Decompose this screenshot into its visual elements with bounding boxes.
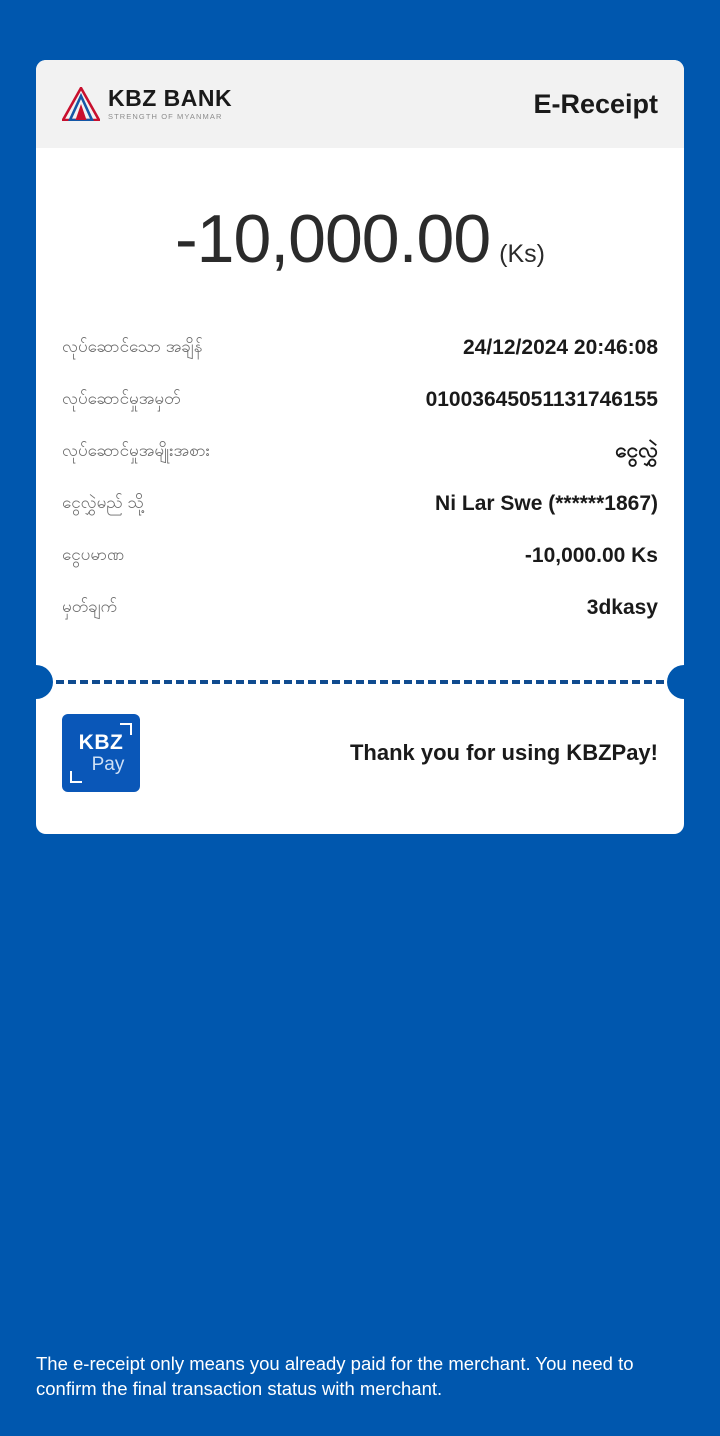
amount-line	[175, 200, 545, 278]
detail-label: လုပ်ဆောင်မှုအမှတ်	[62, 388, 181, 408]
receipt-header	[36, 60, 684, 148]
detail-row-note	[62, 582, 658, 634]
receipt-footer	[36, 710, 684, 834]
kbzpay-logo-icon	[62, 714, 140, 792]
thank-you-message: Thank you for using KBZPay!	[349, 740, 658, 765]
detail-label: ငွေပမာဏ	[62, 544, 125, 564]
detail-row-time	[62, 322, 658, 374]
detail-value: -10,000.00 Ks	[524, 544, 658, 567]
kbz-bank-logo	[62, 87, 232, 121]
amount-currency: (Ks)	[499, 240, 545, 268]
detail-value: 01003645051131746155	[425, 388, 658, 411]
perforation-dashed-line	[56, 680, 664, 684]
perforation-notch-right	[667, 665, 684, 699]
perforation-divider	[36, 654, 684, 710]
perforation-notch-left	[36, 665, 53, 699]
corner-bracket-top-right-icon	[120, 723, 132, 735]
detail-row-transaction-type	[62, 426, 658, 478]
transaction-details	[36, 322, 684, 634]
detail-value: Ni Lar Swe (******1867)	[435, 492, 658, 515]
kbz-triangle-icon	[62, 87, 100, 121]
detail-label: မှတ်ချက်	[62, 596, 118, 616]
detail-label: လုပ်ဆောင်သော အချိန်	[62, 336, 203, 356]
detail-label: လုပ်ဆောင်မှုအမျိုးအစား	[62, 440, 211, 460]
detail-row-transaction-id	[62, 374, 658, 426]
detail-row-amount	[62, 530, 658, 582]
page-title: E-Receipt	[533, 88, 658, 119]
kbz-bank-wordmark	[108, 87, 232, 121]
bank-name: KBZ BANK	[108, 85, 233, 112]
kbzpay-logo-primary: KBZ	[78, 731, 124, 754]
detail-value: 24/12/2024 20:46:08	[463, 336, 658, 359]
detail-label: ငွေလွှဲမည် သို့	[62, 492, 144, 512]
bank-tagline: STRENGTH OF MYANMAR	[108, 112, 223, 122]
amount-value: -10,000.00	[175, 201, 491, 277]
receipt-card	[36, 60, 684, 834]
amount-block	[36, 148, 684, 322]
corner-bracket-bottom-left-icon	[70, 771, 82, 783]
detail-row-recipient	[62, 478, 658, 530]
kbzpay-logo-secondary: Pay	[91, 754, 125, 775]
disclaimer-text: The e-receipt only means you already paid for the merchant. You need to confirm the final transaction status with merchant.	[36, 1353, 634, 1400]
detail-value: 3dkasy	[586, 596, 658, 619]
detail-value: ငွေလွှဲ	[615, 438, 658, 462]
